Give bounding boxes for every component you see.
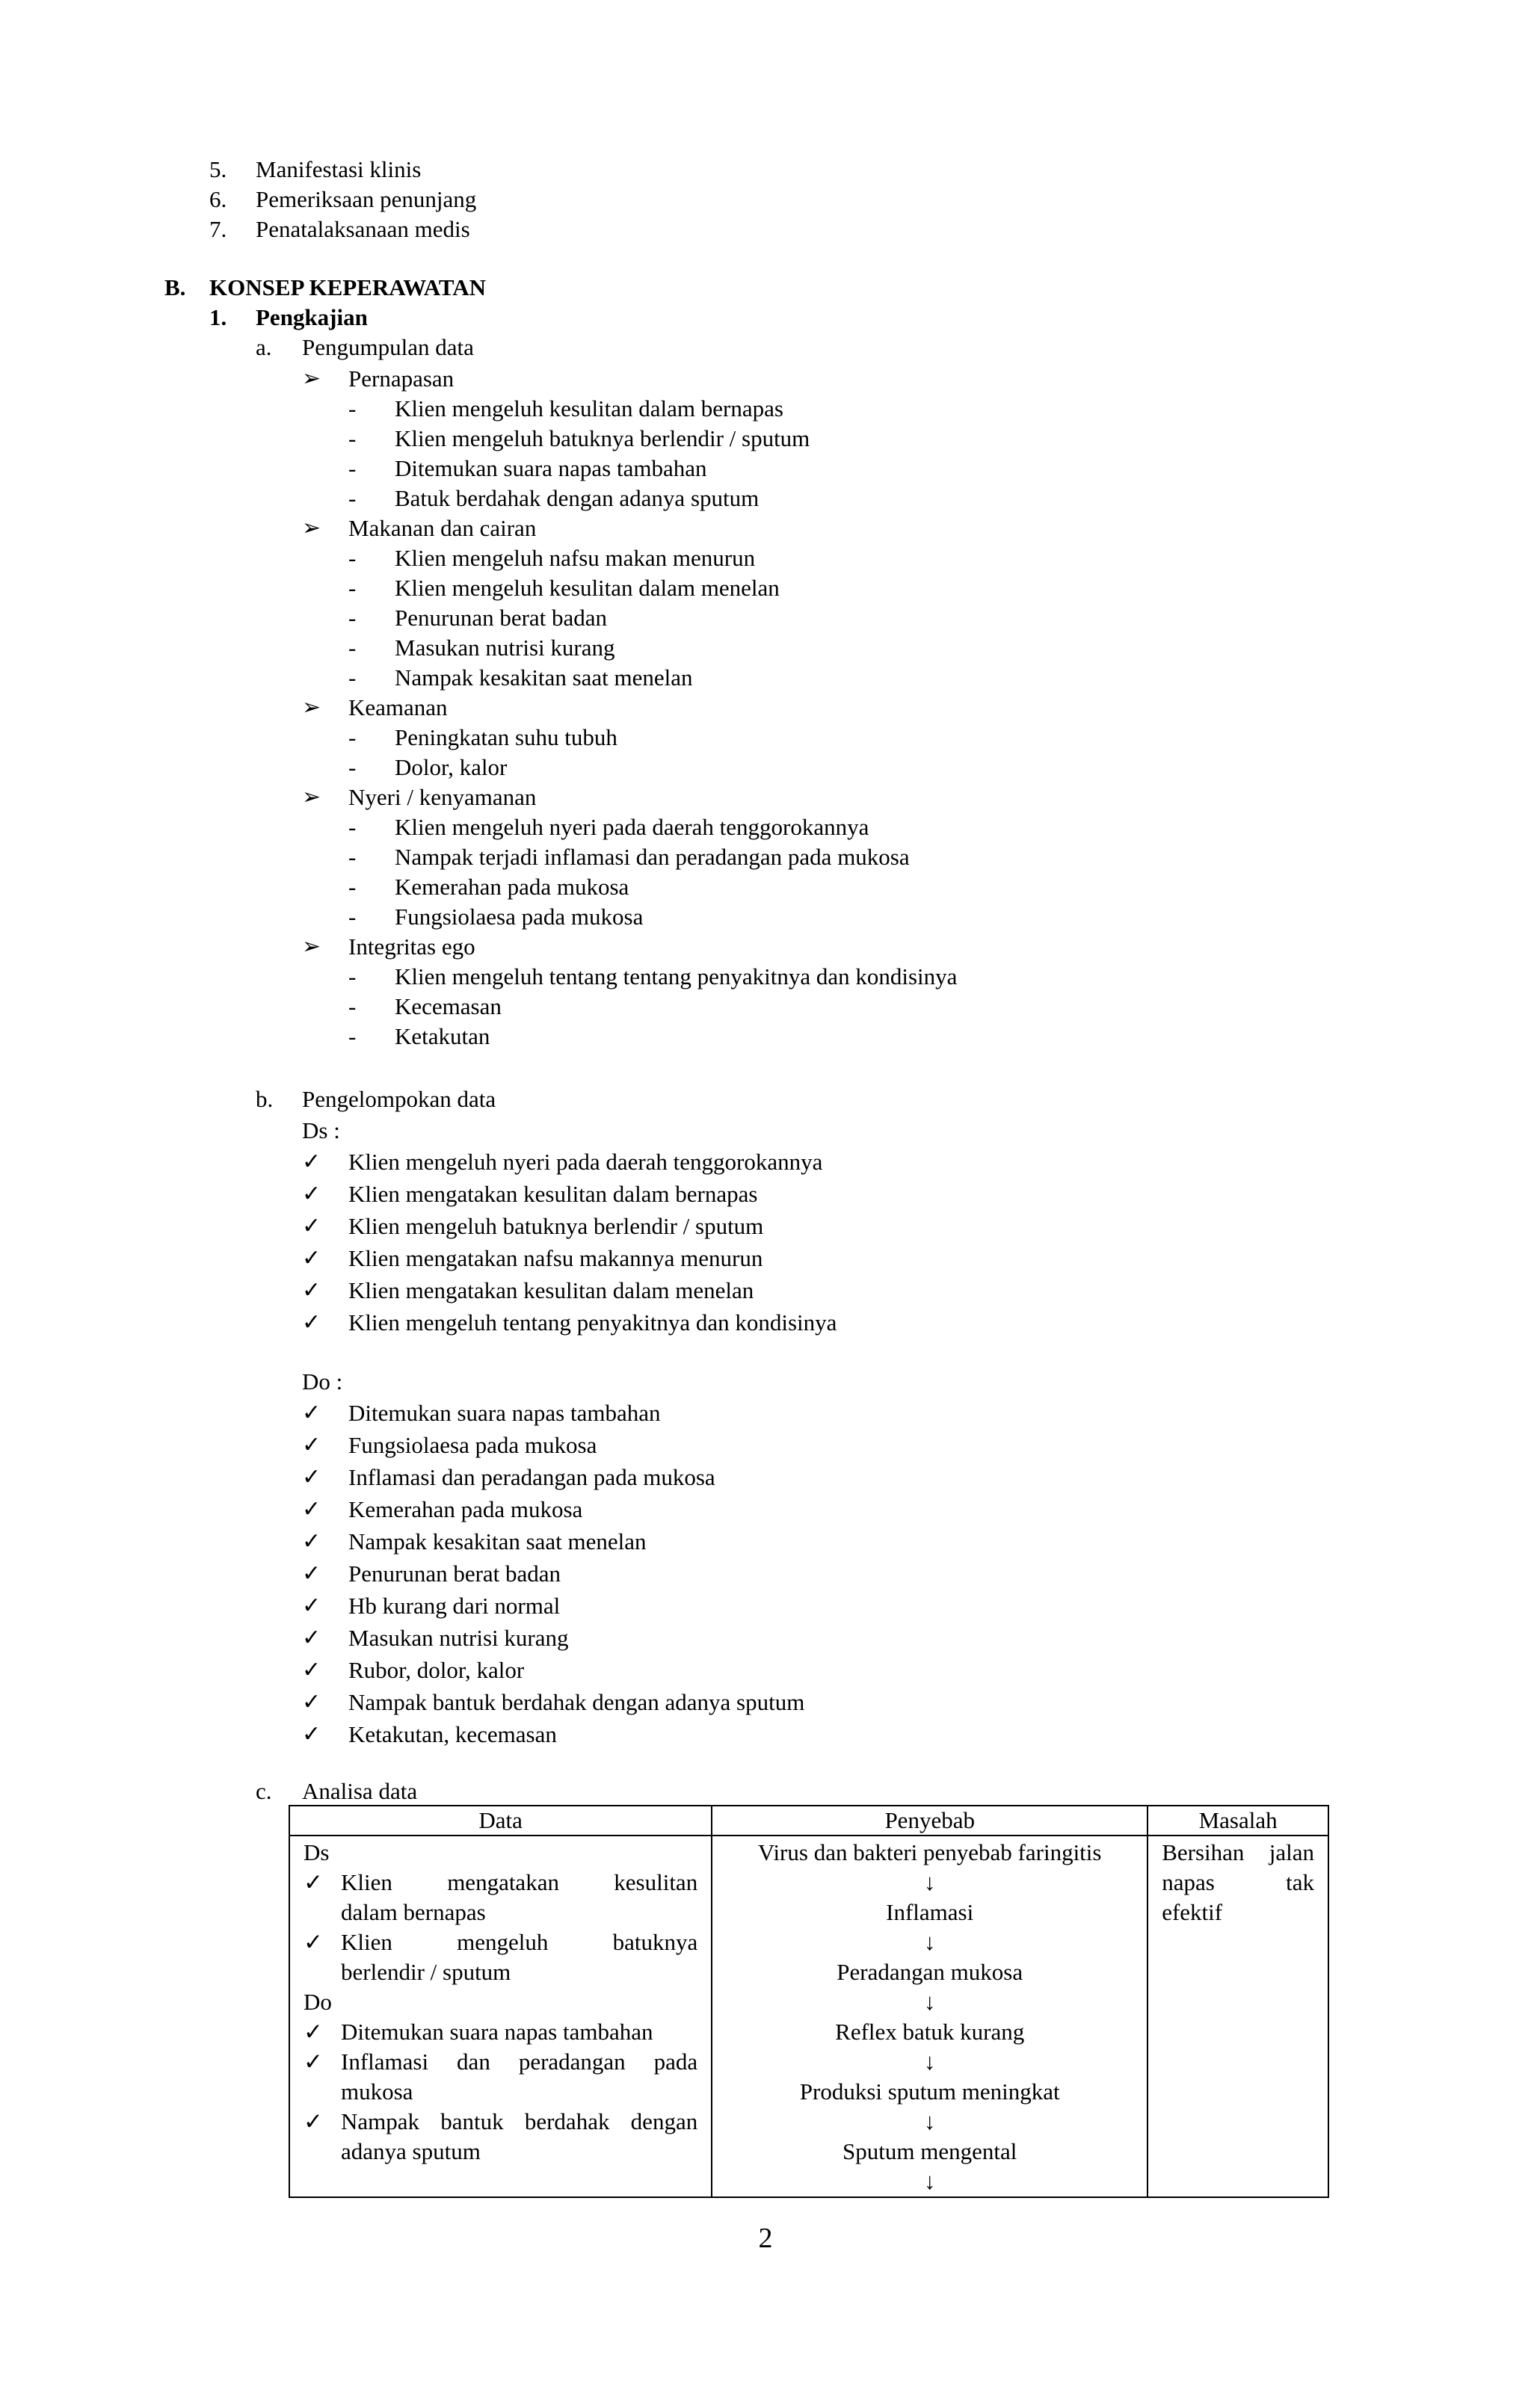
check-icon: ✓	[302, 1658, 321, 1682]
check-icon: ✓	[302, 1149, 321, 1174]
list-item: Dolor, kalor	[395, 754, 508, 780]
subsection-number: 1.	[209, 304, 227, 330]
flow-step: Inflamasi	[886, 1899, 974, 1925]
list-item: Peningkatan suhu tubuh	[395, 724, 617, 750]
dash-bullet: -	[348, 993, 357, 1019]
dash-bullet: -	[348, 605, 357, 631]
table-check-item	[304, 2107, 697, 2167]
down-arrow-icon: ↓	[923, 2168, 936, 2194]
list-item: Hb kurang dari normal	[348, 1593, 561, 1619]
table-check-item	[304, 1927, 697, 1987]
flow-step: Produksi sputum meningkat	[799, 2078, 1060, 2105]
item-line: Klien mengeluh batuknya	[341, 1929, 698, 1955]
list-item: Kemerahan pada mukosa	[348, 1496, 583, 1522]
do-label: Do :	[302, 1368, 343, 1395]
list-item: Klien mengeluh nyeri pada daerah tenggorokannya	[348, 1149, 823, 1175]
group-title: Nyeri / kenyamanan	[348, 784, 537, 810]
check-icon: ✓	[302, 1465, 321, 1489]
list-item: Klien mengeluh nyeri pada daerah tenggorokannya	[395, 814, 869, 840]
item-line: dalam bernapas	[341, 1899, 486, 1925]
part-heading: Pengelompokan data	[302, 1086, 496, 1112]
list-item: Nampak kesakitan saat menelan	[395, 664, 693, 691]
list-item: Klien mengatakan nafsu makannya menurun	[348, 1245, 763, 1271]
part-heading: Pengumpulan data	[302, 334, 474, 360]
dash-bullet: -	[348, 664, 357, 691]
dash-bullet: -	[348, 844, 357, 870]
check-icon: ✓	[302, 1690, 321, 1714]
item-text	[341, 1927, 697, 1987]
dash-bullet: -	[348, 455, 357, 481]
table-row	[289, 1836, 1328, 2197]
check-icon: ✓	[302, 1722, 321, 1747]
part-letter: c.	[256, 1778, 272, 1804]
list-item: Masukan nutrisi kurang	[395, 635, 615, 661]
masalah-line: Bersihan jalan	[1162, 1839, 1314, 1865]
check-icon: ✓	[302, 1278, 321, 1303]
ds-label: Ds	[304, 1839, 330, 1865]
flow-step: Sputum mengental	[842, 2138, 1017, 2164]
arrow-bullet-icon: ➢	[302, 516, 321, 540]
part-heading: Analisa data	[302, 1778, 418, 1804]
item-line: mukosa	[341, 2078, 413, 2105]
list-item: Nampak kesakitan saat menelan	[348, 1528, 647, 1555]
list-item: Pemeriksaan penunjang	[256, 186, 477, 212]
item-line: adanya sputum	[341, 2138, 481, 2164]
list-item: Klien mengeluh batuknya berlendir / sputum	[395, 425, 810, 451]
list-item: Penurunan berat badan	[395, 605, 608, 631]
ds-label: Ds :	[302, 1117, 340, 1143]
table-check-item	[304, 2017, 697, 2047]
subsection-heading: Pengkajian	[256, 304, 368, 330]
dash-bullet: -	[348, 545, 357, 571]
down-arrow-icon: ↓	[923, 1869, 936, 1895]
masalah-line: napas tak	[1162, 1869, 1314, 1895]
list-item: Ketakutan	[395, 1023, 490, 1049]
list-item: Rubor, dolor, kalor	[348, 1657, 525, 1683]
check-icon: ✓	[304, 2049, 323, 2075]
list-item: Fungsiolaesa pada mukosa	[348, 1432, 597, 1458]
list-item: Fungsiolaesa pada mukosa	[395, 904, 644, 930]
check-icon: ✓	[304, 1929, 323, 1955]
dash-bullet: -	[348, 904, 357, 930]
section-heading: KONSEP KEPERAWATAN	[209, 274, 487, 300]
list-item: Inflamasi dan peradangan pada mukosa	[348, 1464, 715, 1490]
section-letter: B.	[164, 274, 186, 300]
table-check-item	[304, 1868, 697, 1927]
dash-bullet: -	[348, 724, 357, 750]
group-title: Makanan dan cairan	[348, 515, 537, 541]
list-item: Nampak terjadi inflamasi dan peradangan pada mukosa	[395, 844, 910, 870]
check-icon: ✓	[302, 1593, 321, 1618]
table-header-row	[289, 1806, 1328, 1836]
list-number: 7.	[209, 216, 227, 242]
table-check-item	[304, 2047, 697, 2107]
dash-bullet: -	[348, 814, 357, 840]
check-icon: ✓	[302, 1529, 321, 1554]
group-title: Pernapasan	[348, 365, 455, 392]
list-item: Klien mengeluh batuknya berlendir / sputum	[348, 1213, 764, 1239]
arrow-bullet-icon: ➢	[302, 934, 321, 959]
penyebab-cell	[712, 1836, 1148, 2197]
arrow-bullet-icon: ➢	[302, 785, 321, 809]
item-line: Klien mengatakan kesulitan	[341, 1869, 698, 1895]
list-item: Klien mengatakan kesulitan dalam menelan	[348, 1277, 754, 1303]
masalah-cell	[1148, 1836, 1328, 2197]
dash-bullet: -	[348, 575, 357, 601]
masalah-line: efektif	[1162, 1899, 1223, 1925]
flow-step: Peradangan mukosa	[837, 1959, 1023, 1985]
item-text	[341, 2047, 697, 2107]
list-item: Klien mengeluh kesulitan dalam menelan	[395, 575, 780, 601]
part-letter: a.	[256, 334, 272, 360]
list-item: Ketakutan, kecemasan	[348, 1721, 557, 1747]
list-item: Klien mengeluh nafsu makan menurun	[395, 545, 756, 571]
check-icon: ✓	[302, 1246, 321, 1271]
dash-bullet: -	[348, 1023, 357, 1049]
check-icon: ✓	[302, 1433, 321, 1457]
check-icon: ✓	[304, 2108, 323, 2134]
check-icon: ✓	[302, 1497, 321, 1522]
arrow-bullet-icon: ➢	[302, 366, 321, 391]
check-icon: ✓	[302, 1626, 321, 1650]
data-cell	[289, 1836, 712, 2197]
check-icon: ✓	[304, 1869, 323, 1895]
group-title: Integritas ego	[348, 933, 475, 960]
down-arrow-icon: ↓	[923, 2049, 936, 2075]
dash-bullet: -	[348, 635, 357, 661]
list-item: Klien mengeluh kesulitan dalam bernapas	[395, 395, 783, 422]
list-item: Penurunan berat badan	[348, 1560, 561, 1587]
check-icon: ✓	[302, 1182, 321, 1206]
do-label: Do	[304, 1989, 332, 2015]
down-arrow-icon: ↓	[923, 1989, 936, 2015]
flow-step: Virus dan bakteri penyebab faringitis	[757, 1839, 1102, 1865]
check-icon: ✓	[302, 1214, 321, 1238]
analisa-data-table	[289, 1805, 1329, 2198]
list-item: Batuk berdahak dengan adanya sputum	[395, 485, 760, 511]
item-text	[341, 2107, 697, 2167]
check-icon: ✓	[302, 1401, 321, 1425]
list-item: Ditemukan suara napas tambahan	[348, 1400, 661, 1426]
list-item: Klien mengatakan kesulitan dalam bernapas	[348, 1181, 758, 1207]
header-data: Data	[289, 1806, 712, 1836]
header-masalah: Masalah	[1148, 1806, 1328, 1836]
list-item: Nampak bantuk berdahak dengan adanya sputum	[348, 1689, 805, 1715]
list-item: Klien mengeluh tentang penyakitnya dan kondisinya	[348, 1309, 837, 1336]
dash-bullet: -	[348, 874, 357, 900]
list-item: Ditemukan suara napas tambahan	[395, 455, 707, 481]
arrow-bullet-icon: ➢	[302, 695, 321, 720]
list-item: Kemerahan pada mukosa	[395, 874, 629, 900]
down-arrow-icon: ↓	[923, 2108, 936, 2134]
dash-bullet: -	[348, 963, 357, 990]
item-text	[341, 1868, 697, 1927]
item-line: Ditemukan suara napas tambahan	[341, 2019, 653, 2045]
list-number: 5.	[209, 156, 227, 182]
down-arrow-icon: ↓	[923, 1929, 936, 1955]
item-line: Inflamasi dan peradangan pada	[341, 2049, 698, 2075]
dash-bullet: -	[348, 485, 357, 511]
group-title: Keamanan	[348, 694, 448, 720]
dash-bullet: -	[348, 754, 357, 780]
item-line: Nampak bantuk berdahak dengan	[341, 2108, 698, 2134]
dash-bullet: -	[348, 425, 357, 451]
list-item: Manifestasi klinis	[256, 156, 422, 182]
list-number: 6.	[209, 186, 227, 212]
dash-bullet: -	[348, 395, 357, 422]
list-item: Masukan nutrisi kurang	[348, 1625, 569, 1651]
item-text	[341, 2017, 697, 2047]
list-item: Kecemasan	[395, 993, 502, 1019]
item-line: berlendir / sputum	[341, 1959, 511, 1985]
list-item: Klien mengeluh tentang tentang penyakitnya dan kondisinya	[395, 963, 958, 990]
part-letter: b.	[256, 1086, 274, 1112]
list-item: Penatalaksanaan medis	[256, 216, 470, 242]
page-number: 2	[758, 2223, 773, 2254]
check-icon: ✓	[302, 1310, 321, 1335]
header-penyebab: Penyebab	[712, 1806, 1148, 1836]
flow-step: Reflex batuk kurang	[835, 2019, 1025, 2045]
check-icon: ✓	[304, 2019, 323, 2045]
check-icon: ✓	[302, 1561, 321, 1586]
